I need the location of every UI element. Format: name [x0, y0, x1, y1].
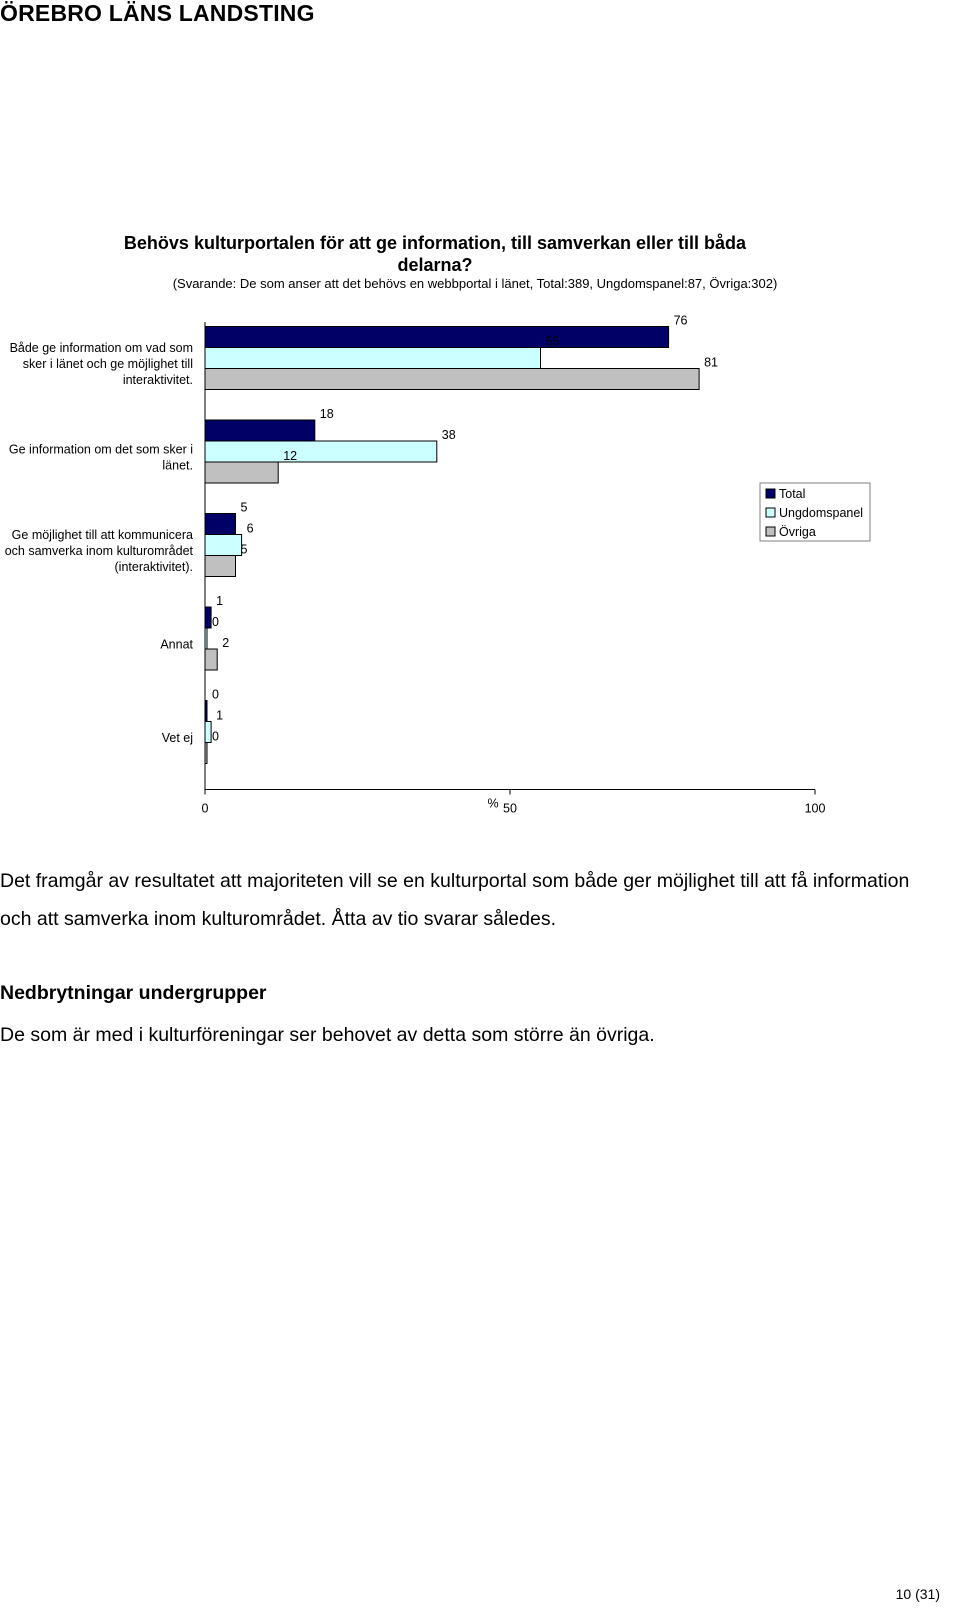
- data-label: 76: [673, 313, 688, 328]
- legend-swatch: [766, 527, 775, 536]
- bar--vriga-1: [205, 462, 278, 483]
- x-tick-label: 100: [804, 801, 826, 816]
- category-label: Både ge information om vad som: [9, 340, 193, 355]
- data-label: 12: [283, 449, 298, 463]
- data-label: 38: [441, 428, 456, 442]
- legend-label: Total: [779, 487, 806, 501]
- bar-total-0: [205, 327, 669, 348]
- data-label: 81: [704, 355, 719, 370]
- chart-subtitle: (Svarande: De som anser att det behövs en webbportal i länet, Total:389, Ungdomspanel:87, Övriga:302): [172, 276, 778, 291]
- category-label: Ge möjlighet till att kommunicera: [11, 527, 193, 542]
- data-label: 55: [545, 334, 560, 349]
- page-header-title: ÖREBRO LÄNS LANDSTING: [0, 0, 315, 26]
- legend-label: Övriga: [779, 525, 816, 539]
- data-label: 0: [212, 687, 219, 702]
- subgroup-paragraph: De som är med i kulturföreningar ser behovet av detta som större än övriga.: [0, 1024, 655, 1046]
- bar-chart: [0, 300, 960, 830]
- x-axis-label: %: [487, 796, 499, 811]
- category-label: sker i länet och ge möjlighet till: [22, 356, 193, 371]
- category-label: Vet ej: [161, 730, 193, 745]
- category-label: länet.: [162, 458, 193, 473]
- chart-title: Behövs kulturportalen för att ge information, till samverkan eller till båda delarna?: [123, 233, 747, 275]
- category-label: Ge information om det som sker i: [8, 442, 193, 457]
- page-number: 10 (31): [895, 1586, 940, 1602]
- x-tick-label: 50: [503, 801, 517, 816]
- bar--vriga-4: [205, 743, 207, 764]
- data-label: 0: [212, 615, 219, 629]
- bar--vriga-3: [205, 649, 217, 670]
- bar-ungdomspanel-3: [205, 628, 207, 649]
- data-label: 1: [216, 708, 224, 723]
- bar-total-4: [205, 701, 207, 722]
- data-label: 18: [319, 407, 334, 421]
- category-label: interaktivitet.: [122, 372, 193, 387]
- bar--vriga-2: [205, 556, 236, 577]
- bar-ungdomspanel-1: [205, 441, 437, 462]
- data-label: 5: [240, 542, 248, 557]
- data-label: 6: [246, 521, 254, 536]
- bar-ungdomspanel-0: [205, 348, 541, 369]
- bar--vriga-0: [205, 369, 699, 390]
- legend-swatch: [766, 508, 775, 517]
- data-label: 2: [222, 636, 230, 650]
- legend-swatch: [766, 489, 775, 498]
- x-tick-label: 0: [201, 801, 209, 816]
- bar-total-2: [205, 514, 236, 535]
- data-label: 1: [216, 594, 224, 608]
- result-paragraph: Det framgår av resultatet att majoriteten vill se en kulturportal som både ger möjlighet till att få information och att samverka inom kulturområdet. Åtta av tio svarar således.: [0, 870, 910, 930]
- bar-ungdomspanel-4: [205, 722, 211, 743]
- section-heading: Nedbrytningar undergrupper: [0, 982, 267, 1004]
- category-label: Annat: [160, 637, 193, 652]
- data-label: 0: [212, 729, 219, 744]
- bar-ungdomspanel-2: [205, 535, 242, 556]
- category-label: och samverka inom kulturområdet: [4, 543, 193, 558]
- legend-label: Ungdomspanel: [779, 506, 864, 520]
- data-label: 5: [240, 500, 248, 515]
- bar-total-1: [205, 420, 315, 441]
- bar-total-3: [205, 607, 211, 628]
- category-label: (interaktivitet).: [114, 559, 193, 574]
